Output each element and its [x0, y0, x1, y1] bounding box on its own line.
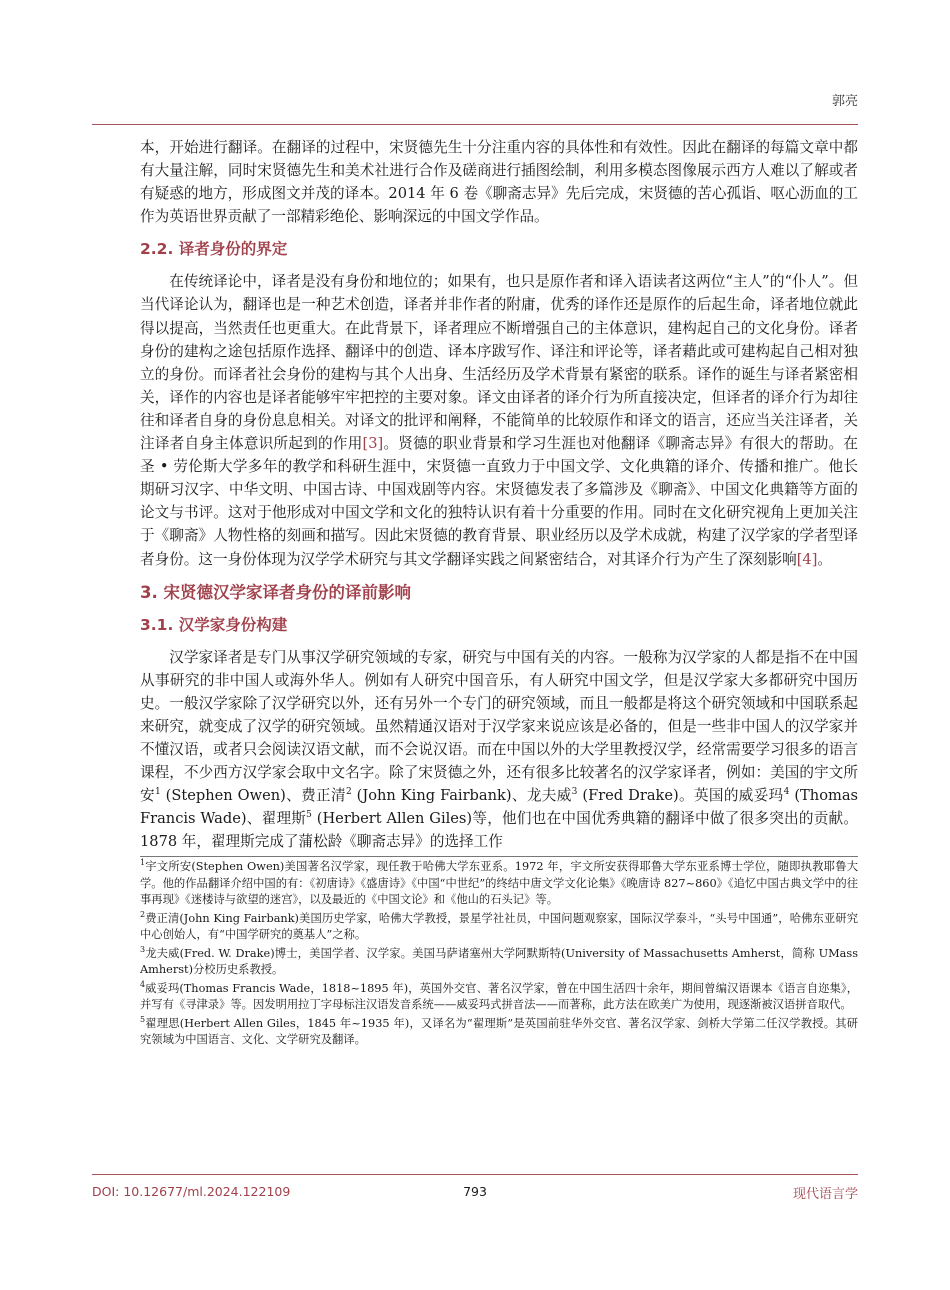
footer-doi-link[interactable]: DOI: 10.12677/ml.2024.122109 [92, 1184, 291, 1199]
footnote-text: 费正清(John King Fairbank)美国历史学家，哈佛大学教授，景星学社社员，中国问题观察家，国际汉学泰斗，“头号中国通”，哈佛东亚研究中心创始人，有“中国学研究的奠基人”之称。 [140, 911, 858, 942]
footnote-ref[interactable]: 2 [345, 787, 352, 798]
footnote-text: 翟理思(Herbert Allen Giles，1845 年~1935 年)，又译名为“翟理斯”是英国前驻华外交官、著名汉学家、剑桥大学第二任汉学教授。其研究领域为中国语言、文化、文学研究及翻译。 [140, 1016, 858, 1047]
footer-divider [92, 1174, 858, 1175]
footnote-item [140, 946, 858, 979]
page-number: 793 [463, 1184, 487, 1199]
paragraph-text: (Fred Drake)。英国的威妥玛 [577, 787, 784, 805]
paragraph-text: (Herbert Allen Giles)等，他们也在中国优秀典籍的翻译中做了很多突出的贡献。1878 年，翟理斯完成了蒲松龄《聊斋志异》的选择工作 [140, 810, 858, 851]
paragraph-translator-identity [140, 270, 858, 570]
header-divider [92, 124, 858, 125]
section-heading-3-1: 3.1. 汉学家身份构建 [140, 615, 288, 634]
paragraph-text: 。贤德的职业背景和学习生涯也对他翻译《聊斋志异》有很大的帮助。在圣 • 劳伦斯大学多年的教学和科研生涯中，宋贤德一直致力于中国文学、文化典籍的译介、传播和推广。他长期研习汉字、中华文明、中国古诗、中国戏剧等内容。宋贤德发表了多篇涉及《聊斋》、中国文化典籍等方面的论文与书评。这对于他形成对中国文学和文化的独特认识有着十分重要的作用。同时在文化研究视角上更加关注于《聊斋》人物性格的刻画和描写。因此宋贤德的教育背景、职业经历以及学术成就，构建了汉学家的学者型译者身份。这一身份体现为汉学学术研究与其文学翻译实践之间紧密结合，对其译介行为产生了深刻影响 [140, 435, 858, 568]
footnote-item [140, 981, 858, 1014]
section-heading-3: 3. 宋贤德汉学家译者身份的译前影响 [140, 582, 411, 602]
paragraph-continued: 本，开始进行翻译。在翻译的过程中，宋贤德先生十分注重内容的具体性和有效性。因此在翻译的每篇文章中都有大量注解，同时宋贤德先生和美术社进行合作及磋商进行插图绘制，利用多模态图像展示西方人难以了解或者有疑惑的地方，形成图文并茂的译本。2014 年 6 卷《聊斋志异》先后完成，宋贤德的苦心孤诣、呕心沥血的工作为英语世界贡献了一部精彩绝伦、影响深远的中国文学作品。 [140, 139, 858, 226]
footnote-item [140, 911, 858, 944]
footnote-number: 5 [140, 1015, 146, 1025]
footnote-number: 1 [140, 858, 146, 868]
footnote-ref[interactable]: 5 [306, 810, 312, 821]
footnote-ref[interactable]: 3 [571, 787, 578, 798]
paragraph-text: 汉学家译者是专门从事汉学研究领域的专家，研究与中国有关的内容。一般称为汉学家的人都是指不在中国从事研究的非中国人或海外华人。例如有人研究中国音乐，有人研究中国文学，但是汉学家大多都研究中国历史。一般汉学家除了汉学研究以外，还有另外一个专门的研究领域，而且一般都是将这个研究领域和中国联系起来研究，就变成了汉学的研究领域。虽然精通汉语对于汉学家来说应该是必备的，但是一些非中国人的汉学家并不懂汉语，或者只会阅读汉语文献，而不会说汉语。而在中国以外的大学里教授汉学，经常需要学习很多的语言课程，不少西方汉学家会取中文名字。除了宋贤德之外，还有很多比较著名的汉学家译者，例如：美国的宇文所安 [140, 648, 858, 805]
footnote-text: 宇文所安(Stephen Owen)美国著名汉学家，现任教于哈佛大学东亚系。1972 年，宇文所安获得耶鲁大学东亚系博士学位，随即执教耶鲁大学。他的作品翻译介绍中国的有：《初唐诗》《盛唐诗》《中国“中世纪”的终结中唐文学文化论集》《晚唐诗 827~860》《追忆中国古典文学中的往事再现》《迷楼诗与欲望的迷宫》，以及最近的《中国文论》和《他山的石头记》等。 [140, 860, 858, 907]
footnote-text: 龙夫威(Fred. W. Drake)博士，美国学者、汉学家。美国马萨诸塞州大学阿默斯特(University of Massachusetts Amherst，简称 UMass Amherst)分校历史系教授。 [140, 946, 858, 977]
paragraph-text: (John King Fairbank)、龙夫威 [351, 787, 572, 805]
journal-name: 现代语言学 [792, 1187, 858, 1202]
footnote-number: 4 [140, 980, 146, 990]
paragraph-text: 。 [817, 550, 833, 568]
paragraph-text: (Thomas Francis Wade)、翟理斯 [140, 787, 859, 828]
citation-link[interactable]: [4] [796, 550, 818, 568]
footnote-item [140, 859, 858, 909]
footnote-text: 威妥玛(Thomas Francis Wade，1818~1895 年)，英国外交官、著名汉学家，曾在中国生活四十余年，期间曾编汉语课本《语言自迩集》，并写有《寻津录》等。因发明用拉丁字母标注汉语发音系统——威妥玛式拼音法——而著称，此方法在欧美广为使用，现逐渐被汉语拼音取代。 [140, 981, 858, 1012]
footnote-ref[interactable]: 1 [154, 787, 161, 798]
footnote-ref[interactable]: 4 [783, 787, 790, 798]
running-head-author: 郭亮 [831, 94, 858, 109]
footnote-divider [140, 856, 858, 857]
paragraph-sinologist [140, 646, 858, 854]
footnote-item [140, 1016, 858, 1049]
footnote-number: 2 [140, 910, 146, 920]
citation-link[interactable]: [3] [362, 435, 384, 453]
paragraph-text: (Stephen Owen)、费正清 [160, 787, 346, 805]
section-heading-2-2: 2.2. 译者身份的界定 [140, 240, 288, 259]
paragraph-text: 在传统译论中，译者是没有身份和地位的；如果有，也只是原作者和译入语读者这两位“主人”的“仆人”。但当代译论认为，翻译也是一种艺术创造，译者并非作者的附庸，优秀的译作还是原作的后起生命，译者地位就此得以提高，当然责任也更重大。在此背景下，译者理应不断增强自己的主体意识，建构起自己的文化身份。译者身份的建构之途包括原作选择、翻译中的创造、译本序跋写作、译注和评论等，译者藉此或可建构起自己相对独立的身份。而译者社会身份的建构与其个人出身、生活经历及学术背景有紧密的联系。译作的诞生与译者紧密相关，译作的内容也是译者能够牢牢把控的主要对象。译文由译者的译介行为所直接决定，但译者的译介行为却往往和译者自身的身份息息相关。对译文的批评和阐释，不能简单的比较原作和译文的语言，还应当关注译者，关注译者自身主体意识所起到的作用 [140, 273, 858, 453]
article-body [140, 136, 858, 1051]
footnote-number: 3 [140, 945, 146, 955]
